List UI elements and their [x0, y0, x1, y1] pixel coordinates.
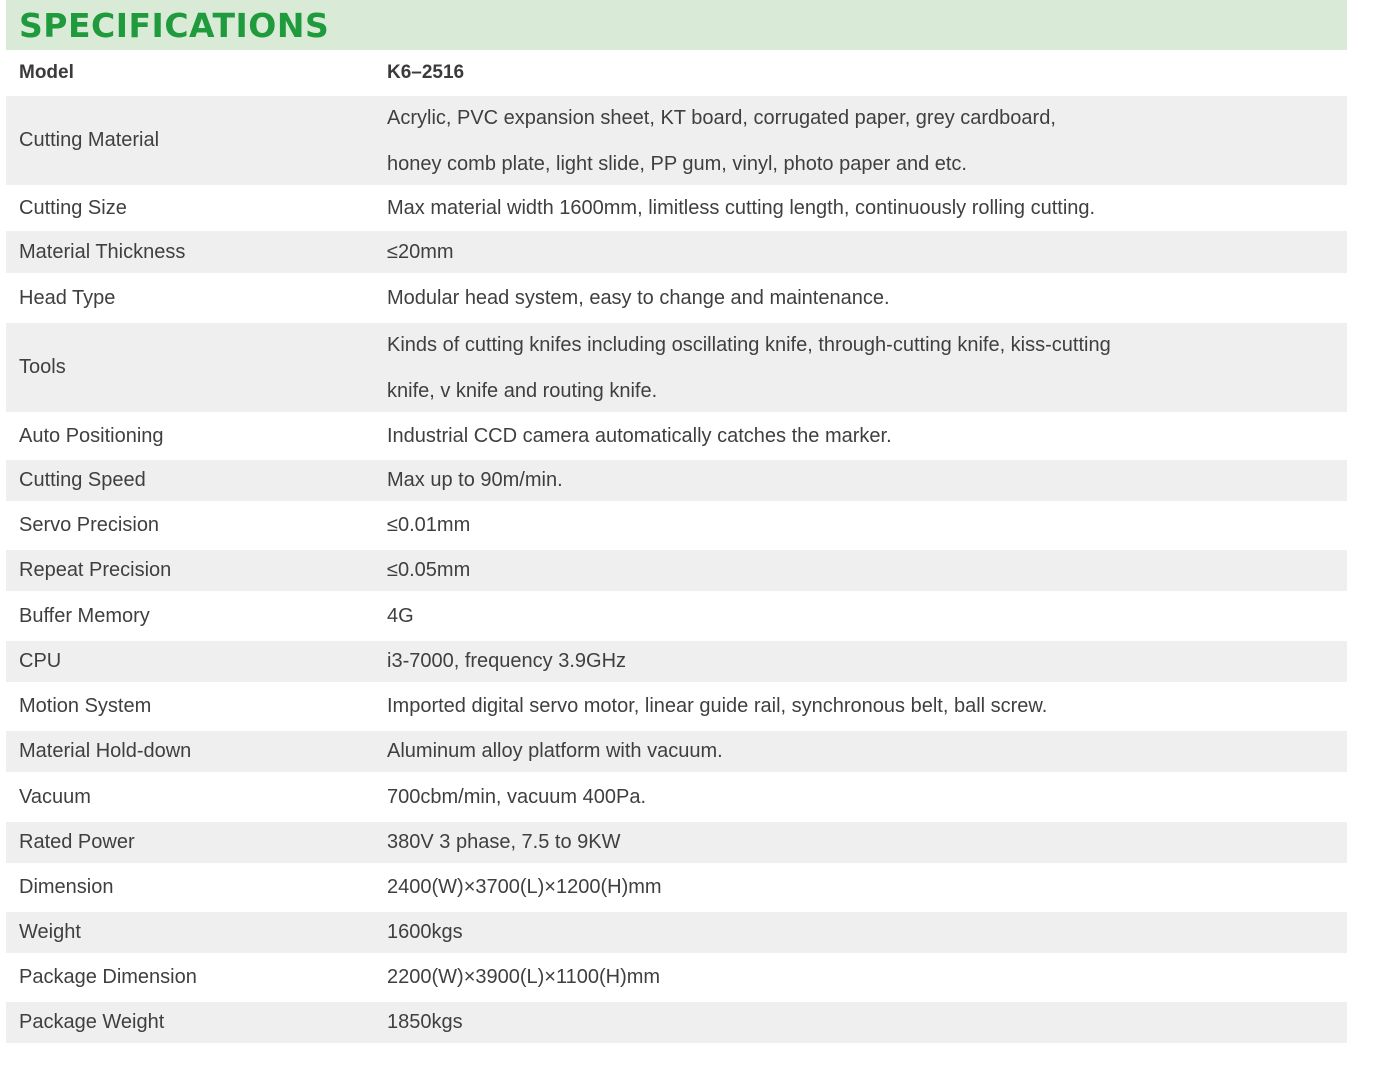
spec-value: [387, 95, 1347, 187]
spec-value: Imported digital servo motor, linear guide rail, synchronous belt, ball screw.: [387, 695, 1048, 717]
spec-label: Material Hold-down: [19, 740, 192, 762]
spec-value: 700cbm/min, vacuum 400Pa.: [387, 785, 647, 808]
spec-row-motion-system: [6, 682, 1347, 731]
spec-label: CPU: [19, 650, 62, 672]
spec-label: Material Thickness: [19, 240, 186, 263]
spec-row-cpu: [6, 641, 1347, 682]
spec-value: i3-7000, frequency 3.9GHz: [387, 650, 627, 672]
spec-label: Auto Positioning: [19, 424, 164, 447]
spec-row-material-thickness: [6, 231, 1347, 273]
spec-value-line: Acrylic, PVC expansion sheet, KT board, corrugated paper, grey cardboard,: [387, 106, 1056, 129]
spec-row-servo-precision: [6, 501, 1347, 550]
specifications-table: [6, 50, 1347, 1043]
spec-value: Industrial CCD camera automatically catches the marker.: [387, 424, 892, 447]
specifications-header: [6, 0, 1347, 50]
spec-row-tools: [6, 323, 1347, 412]
spec-label: Cutting Material: [19, 129, 160, 151]
spec-label: Motion System: [19, 695, 152, 717]
spec-row-auto-positioning: [6, 412, 1347, 460]
spec-value: [387, 322, 1347, 414]
specifications-sheet: [6, 0, 1347, 1043]
spec-value: Modular head system, easy to change and maintenance.: [387, 286, 890, 309]
spec-row-repeat-precision: [6, 550, 1347, 591]
spec-row-package-dimension: [6, 953, 1347, 1002]
spec-value: ≤0.01mm: [387, 514, 471, 536]
spec-label: Head Type: [19, 286, 116, 309]
spec-value: K6–2516: [387, 62, 465, 83]
spec-value-line: honey comb plate, light slide, PP gum, vinyl, photo paper and etc.: [387, 152, 967, 175]
spec-label: Cutting Size: [19, 196, 127, 219]
spec-row-buffer-memory: [6, 591, 1347, 641]
spec-row-cutting-speed: [6, 460, 1347, 501]
spec-value: 1600kgs: [387, 921, 463, 943]
spec-value: 380V 3 phase, 7.5 to 9KW: [387, 831, 621, 853]
spec-row-material-hold-down: [6, 731, 1347, 772]
spec-value: 2400(W)×3700(L)×1200(H)mm: [387, 876, 662, 898]
spec-value: 4G: [387, 604, 414, 627]
spec-row-vacuum: [6, 772, 1347, 822]
spec-label: Weight: [19, 921, 81, 943]
spec-label: Rated Power: [19, 831, 135, 853]
spec-label: Buffer Memory: [19, 604, 150, 627]
spec-label: Tools: [19, 356, 66, 378]
spec-row-cutting-size: [6, 185, 1347, 231]
spec-value: Max material width 1600mm, limitless cutting length, continuously rolling cutting.: [387, 196, 1096, 219]
spec-value: ≤0.05mm: [387, 559, 471, 581]
spec-label: Vacuum: [19, 785, 91, 808]
spec-label: Repeat Precision: [19, 559, 172, 581]
spec-row-rated-power: [6, 822, 1347, 863]
spec-value: Max up to 90m/min.: [387, 469, 563, 491]
spec-value-line: knife, v knife and routing knife.: [387, 379, 658, 402]
spec-value: 2200(W)×3900(L)×1100(H)mm: [387, 966, 661, 988]
spec-value: 1850kgs: [387, 1011, 463, 1033]
spec-label: Servo Precision: [19, 514, 160, 536]
spec-label: Cutting Speed: [19, 469, 146, 491]
spec-label: Dimension: [19, 876, 114, 898]
spec-row-head-type: [6, 273, 1347, 323]
spec-row-cutting-material: [6, 96, 1347, 185]
spec-row-model: [6, 50, 1347, 96]
spec-row-dimension: [6, 863, 1347, 912]
spec-value-line: Kinds of cutting knifes including oscillating knife, through-cutting knife, kiss-cutting: [387, 333, 1111, 356]
spec-label: Model: [19, 62, 74, 83]
spec-label: Package Dimension: [19, 966, 197, 988]
spec-row-package-weight: [6, 1002, 1347, 1043]
page-title: SPECIFICATIONS: [19, 5, 330, 45]
spec-value: Aluminum alloy platform with vacuum.: [387, 740, 723, 762]
spec-value: ≤20mm: [387, 240, 454, 263]
spec-row-weight: [6, 912, 1347, 953]
spec-label: Package Weight: [19, 1011, 165, 1033]
